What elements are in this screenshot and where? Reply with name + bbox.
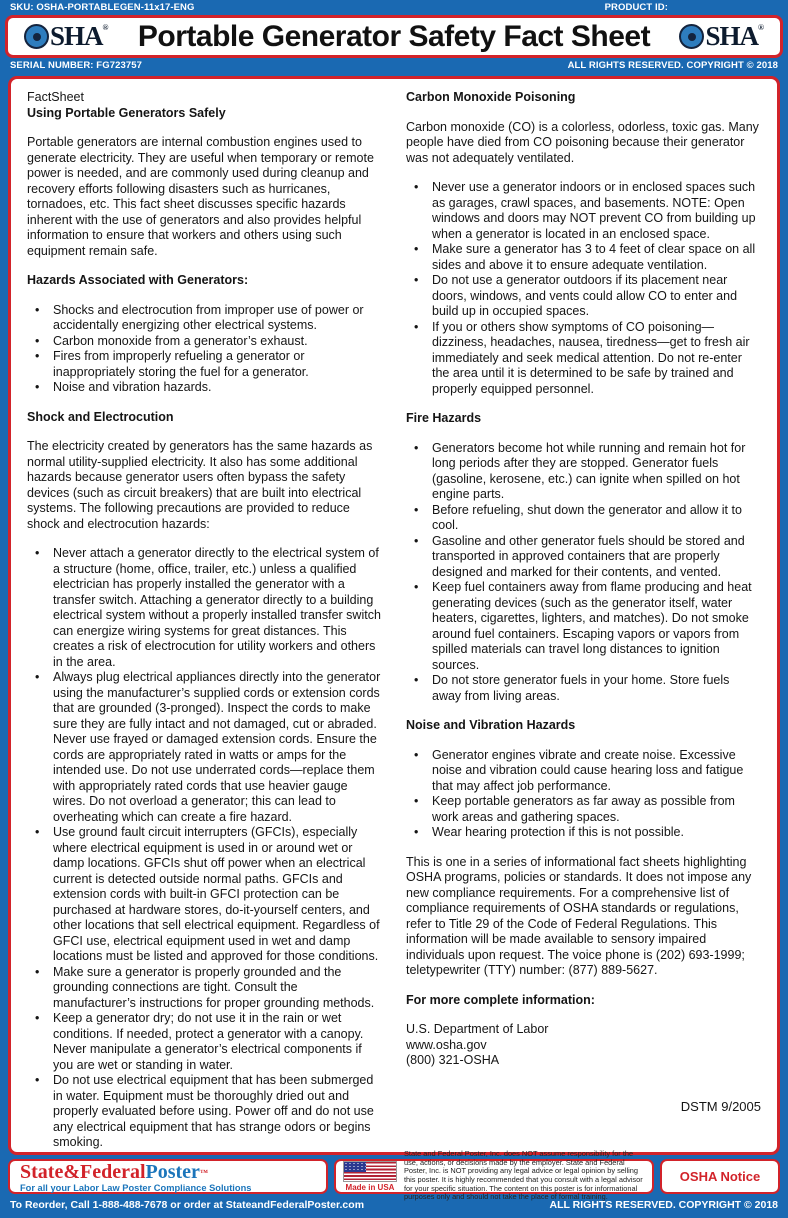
bottom-bar: [0, 1196, 788, 1218]
bullet-item: • Do not store generator fuels in your home. Store fuels away from living areas.: [406, 673, 761, 704]
contact-line: (800) 321-OSHA: [406, 1053, 500, 1067]
state-federal-poster-logo: [8, 1159, 328, 1194]
section-heading: Hazards Associated with Generators:: [27, 273, 249, 287]
right-column: [406, 90, 761, 1142]
registered-mark: ®: [102, 23, 109, 32]
trademark-mark: ™: [199, 1167, 208, 1177]
bullet-item: • Always plug electrical appliances directly into the generator using the manufacturer’s supplied cords or extension cords that are grounded (3-pronged). Inspect the cords to make sure they are fully intact and not damaged, cut or abraded. Never use frayed or damaged extension cords. Ensure the cords are appropriately rated in watts or amps for the intended use. Do not use underrated cords—replace them with appropriately rated cords that use heavier gauge wires. Do not overload a generator; this can lead to overheating which can create a fire hazard.: [27, 670, 382, 825]
section-heading: For more complete information:: [406, 992, 595, 1007]
sub-bar: [0, 58, 788, 73]
brand-name-red: State&Federal: [20, 1160, 146, 1183]
osha-notice-badge: OSHA Notice: [660, 1159, 780, 1194]
footer: [0, 1148, 788, 1202]
left-column: [27, 90, 382, 1149]
paragraph: The electricity created by generators has the same hazards as normal utility-supplied electricity. It also has some additional hazards because generator users often bypass the safety devices (such as circuit breakers) that are built into electrical systems. The following precautions are provided to reduce shock and electrocution hazards:: [27, 439, 373, 531]
bullet-item: • Make sure a generator has 3 to 4 feet of clear space on all sides and above it to ensure adequate ventilation.: [406, 242, 761, 273]
section-heading: Shock and Electrocution: [27, 409, 174, 424]
osha-o-icon: [679, 24, 704, 49]
bullet-item: • Before refueling, shut down the generator and allow it to cool.: [406, 503, 761, 534]
paragraph: Portable generators are internal combustion engines used to generate electricity. They are useful when temporary or remote power is needed, and are commonly used during cleanup and recovery efforts following disasters such as hurricanes, tornadoes, etc. This fact sheet discusses specific hazards inherent with the use of generators and also provides helpful information to ensure that workers and others using such equipment remain safe.: [27, 135, 374, 258]
top-bar: [0, 0, 788, 15]
bullet-list: [27, 303, 382, 396]
us-flag-icon: [343, 1161, 397, 1182]
contact-block: [406, 1022, 761, 1069]
paragraph: FactSheet: [27, 90, 84, 104]
serial-number-label: SERIAL NUMBER: FG723757: [10, 60, 142, 71]
reorder-label: To Reorder, Call 1-888-488-7678 or order at StateandFederalPoster.com: [10, 1199, 365, 1211]
page-title: Portable Generator Safety Fact Sheet: [137, 19, 651, 53]
section-heading: Fire Hazards: [406, 411, 482, 425]
header: [5, 15, 783, 58]
bullet-item: • Keep a generator dry; do not use it in the rain or wet conditions. If needed, protect a generator with a canopy. Never manipulate a generator’s electrical components if you are wet or standing in water.: [27, 1011, 382, 1073]
osha-logo-left: [24, 23, 109, 50]
bullet-item: • If you or others show symptoms of CO poisoning—dizziness, headaches, nausea, tiredness—get to fresh air immediately and seek medical attention. Do not re-enter the area until it is determined to be safe by trained and properly equipped personnel.: [406, 320, 761, 398]
made-in-usa-label: Made in USA: [345, 1182, 395, 1192]
rights-label-bottom: ALL RIGHTS RESERVED. COPYRIGHT © 2018: [549, 1199, 778, 1211]
bullet-item: • Keep fuel containers away from flame producing and heat generating devices (such as the generator itself, water heaters, cigarettes, lighters, and matches). Do not smoke around fuel containers. Escaping vapors or vapors from spilled materials can travel long distances to ignition sources.: [406, 580, 761, 673]
bullet-item: • Do not use a generator outdoors if its placement near doors, windows, and vents could allow CO to enter and build up in occupied spaces.: [406, 273, 761, 320]
section-heading: Noise and Vibration Hazards: [406, 718, 576, 732]
registered-mark: ®: [758, 23, 764, 32]
bullet-item: • Shocks and electrocution from improper use of power or accidentally energizing other electrical systems.: [27, 303, 382, 334]
sku-label: SKU: OSHA-PORTABLEGEN-11x17-ENG: [10, 2, 195, 13]
bullet-list: [406, 441, 761, 705]
paragraph: This is one in a series of informational fact sheets highlighting OSHA programs, policies or standards. It does not impose any new compliance requirements. For a comprehensive list of compliance requirements of OSHA standards or regulations, refer to Title 29 of the Code of Federal Regulations. This information will be made available to sensory impaired individuals upon request. The voice phone is (202) 693-1999; teletypewriter (TTY) number: (877) 889-5627.: [406, 854, 752, 977]
bullet-item: • Never attach a generator directly to the electrical system of a structure (home, office, trailer, etc.) unless a qualified electrician has properly installed the generator with a transfer switch. Attaching a generator directly to a building electrical system without a properly installed transfer switch can energize wiring systems for great distances. This creates a risk of electrocution for utility workers and others in the area.: [27, 546, 382, 670]
section-heading: Carbon Monoxide Poisoning: [406, 90, 576, 104]
bullet-item: • Fires from improperly refueling a generator or inappropriately storing the fuel for a generator.: [27, 349, 382, 380]
bullet-item: • Wear hearing protection if this is not possible.: [406, 825, 761, 841]
main-content: [8, 76, 780, 1155]
paragraph: Carbon monoxide (CO) is a colorless, odorless, toxic gas. Many people have died from CO poisoning because their generator was not adequately ventilated.: [406, 119, 759, 165]
brand-name: [20, 1162, 316, 1183]
bullet-item: • Carbon monoxide from a generator’s exhaust.: [27, 334, 382, 350]
bullet-item: • Generator engines vibrate and create noise. Excessive noise and vibration could cause hearing loss and fatigue that may affect job performance.: [406, 748, 761, 795]
bullet-item: • Generators become hot while running and remain hot for long periods after they are stopped. Generator fuels (gasoline, kerosene, etc.) can ignite when spilled on hot engine parts.: [406, 441, 761, 503]
disclaimer-text: State and Federal Poster, Inc. does NOT assume responsibility for the use, actions, or decisions made by the employer. State and Federal Poster, Inc. is NOT providing any legal advice or legal opinion by selling this poster. It is highly recommended that you consult with a legal advisor for your specific situation. The content on this poster is for informational purposes only and should not take the place of formal training.: [404, 1148, 643, 1202]
bullet-list: [27, 546, 382, 1151]
bullet-item: • Make sure a generator is properly grounded and the grounding connections are tight. Consult the manufacturer’s instructions for proper grounding methods.: [27, 965, 382, 1012]
section-heading: Using Portable Generators Safely: [27, 105, 226, 120]
osha-logo-text: SHA: [705, 21, 759, 51]
bullet-item: • Use ground fault circuit interrupters (GFCIs), especially where electrical equipment is used in or around wet or damp locations. GFCIs shut off power when an electrical current is detected outside normal paths. GFCIs and extension cords with built-in GFCI protection can be purchased at hardware stores, do-it-yourself centers, and other locations that sell electrical equipment. Regardless of GFCI use, electrical equipment used in wet and damp locations must be listed and approved for those conditions.: [27, 825, 382, 965]
contact-line: www.osha.gov: [406, 1037, 487, 1052]
bullet-list: [406, 748, 761, 841]
flag-canton: [344, 1162, 366, 1172]
osha-logo-text: SHA: [50, 21, 103, 51]
bullet-item: • Do not use electrical equipment that has been submerged in water. Equipment must be thoroughly dried out and properly evaluated before using. Power off and do not use any electrical equipment that has strange odors or begins smoking.: [27, 1073, 382, 1151]
made-in-usa: [343, 1161, 397, 1192]
bullet-item: • Never use a generator indoors or in enclosed spaces such as garages, crawl spaces, and basements. NOTE: Open windows and doors may NOT prevent CO from building up when a generator is located in an enclosed space.: [406, 180, 761, 242]
rights-label: ALL RIGHTS RESERVED. COPYRIGHT © 2018: [567, 60, 778, 71]
bullet-item: • Keep portable generators as far away as possible from work areas and gathering spaces.: [406, 794, 761, 825]
brand-tagline: For all your Labor Law Poster Compliance Solutions: [20, 1182, 252, 1193]
disclaimer-box: [334, 1148, 654, 1202]
bullet-item: • Gasoline and other generator fuels should be stored and transported in approved containers that are properly designed and marked for their contents, and vented.: [406, 534, 761, 581]
doc-code: DSTM 9/2005: [680, 1098, 761, 1114]
osha-logo-right: [679, 23, 764, 50]
contact-line: U.S. Department of Labor: [406, 1022, 549, 1036]
bullet-item: • Noise and vibration hazards.: [27, 380, 382, 396]
osha-o-icon: [24, 24, 49, 49]
product-id-label: PRODUCT ID:: [604, 2, 668, 13]
brand-name-blue: Poster: [145, 1160, 200, 1183]
bullet-list: [406, 180, 761, 397]
